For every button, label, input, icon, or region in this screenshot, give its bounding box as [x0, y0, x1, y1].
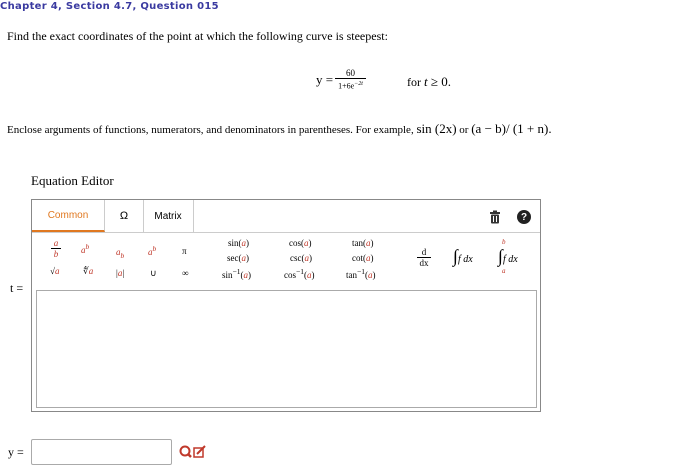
subscript-base: a	[116, 247, 121, 257]
tan-close: )	[370, 238, 374, 248]
def-integral-integrand: f dx	[502, 254, 518, 265]
editor-toolbar	[32, 200, 540, 233]
subscript-sub: b	[120, 250, 125, 260]
equation-editor	[31, 199, 541, 412]
sec-close: )	[246, 253, 249, 263]
subsup-exp: b	[152, 244, 157, 253]
t-answer-label: t =	[10, 281, 24, 295]
infinity-button[interactable]: ∞	[182, 268, 189, 278]
abs-arg: a	[117, 268, 123, 278]
power-button[interactable]	[81, 242, 89, 255]
atan-inv: −1	[357, 267, 365, 276]
abs-left: |	[116, 268, 118, 278]
tab-matrix[interactable]: Matrix	[143, 200, 194, 232]
fraction-bottom: b	[51, 248, 61, 259]
tab-common[interactable]: Common	[32, 200, 105, 232]
subscript-button[interactable]	[116, 247, 124, 260]
cot-label: cot(	[352, 253, 366, 263]
asin-label: sin	[222, 270, 233, 280]
preview-edit-icon[interactable]	[179, 444, 207, 460]
y-answer-input[interactable]	[31, 439, 172, 465]
sec-arg: a	[241, 253, 246, 263]
chapter-heading: Chapter 4, Section 4.7, Question 015	[0, 1, 219, 12]
example-fraction: (a − b)/ (1 + n).	[471, 121, 552, 136]
instructions	[7, 121, 552, 137]
equation-fraction	[335, 68, 366, 92]
tan-arg: a	[366, 238, 371, 248]
help-icon[interactable]: ?	[517, 210, 531, 224]
acos-arg: a	[306, 270, 312, 280]
sin-arg: a	[241, 238, 246, 248]
condition	[407, 74, 451, 90]
root-arg: a	[88, 266, 94, 276]
integral-sign: ∫	[453, 246, 458, 266]
acos-close: )	[311, 270, 315, 280]
derivative-button[interactable]	[417, 247, 431, 268]
csc-arg: a	[304, 253, 309, 263]
denominator-exponent: −2t	[354, 81, 363, 87]
arcsin-button[interactable]: $\sin^{-1}(a)$	[222, 267, 251, 280]
csc-close: )	[309, 253, 312, 263]
tan-label: tan(	[352, 238, 366, 248]
sqrt-button[interactable]: √a	[50, 266, 60, 276]
equation-numerator: 60	[345, 68, 355, 78]
abs-button[interactable]	[116, 268, 124, 278]
equation-editor-title: Equation Editor	[31, 173, 114, 188]
trash-icon[interactable]	[488, 210, 502, 224]
sec-label: sec(	[227, 253, 242, 263]
def-integral-upper: b	[502, 238, 506, 246]
power-base: a	[81, 245, 86, 255]
cot-button[interactable]	[352, 253, 374, 263]
cot-close: )	[370, 253, 374, 263]
def-integral-lower: a	[502, 267, 506, 275]
atan-label: tan	[346, 270, 357, 280]
integral-integrand: f dx	[457, 254, 473, 265]
cos-button[interactable]	[289, 238, 312, 248]
condition-rest: ≥ 0.	[427, 74, 452, 89]
derivative-bottom: dx	[417, 257, 431, 268]
sqrt-arg: a	[54, 266, 60, 276]
tan-button[interactable]	[352, 238, 374, 248]
sin-label: sin(	[228, 238, 242, 248]
arccos-button[interactable]: $\cos^{-1}(a)$	[284, 267, 315, 280]
y-answer-label: y =	[8, 445, 24, 459]
arctan-button[interactable]: $\tan^{-1}(a)$	[346, 267, 376, 280]
condition-var: t	[424, 74, 428, 89]
union-button[interactable]: ∪	[150, 268, 157, 278]
acos-label: cos	[284, 270, 296, 280]
sin-button[interactable]	[228, 238, 249, 248]
instructions-text: Enclose arguments of functions, numerators, and denominators in parentheses. For example,	[7, 124, 414, 136]
sin-close: )	[246, 238, 249, 248]
atan-arg: a	[367, 270, 373, 280]
sec-button[interactable]	[227, 253, 249, 263]
acos-inv: −1	[296, 267, 304, 276]
derivative-top: d	[421, 247, 427, 257]
csc-label: csc(	[290, 253, 305, 263]
example-or: or	[459, 124, 469, 136]
fraction-top: a	[53, 238, 59, 248]
equation-denominator	[335, 78, 366, 92]
power-exp: b	[85, 242, 90, 251]
pi-button[interactable]: π	[182, 246, 187, 256]
csc-button[interactable]	[290, 253, 312, 263]
tab-omega[interactable]: Ω	[105, 200, 144, 232]
cot-arg: a	[366, 253, 371, 263]
definite-integral-button[interactable]	[498, 238, 518, 275]
equation-lhs: y =	[316, 71, 334, 87]
def-integral-sign: ∫	[498, 246, 503, 266]
subsup-base: a	[148, 247, 153, 257]
atan-close: )	[372, 270, 376, 280]
equation-input-area[interactable]	[36, 290, 537, 408]
condition-prefix: for	[407, 75, 424, 89]
fraction-button[interactable]	[51, 238, 61, 259]
abs-right: |	[122, 268, 125, 278]
cos-label: cos(	[289, 238, 304, 248]
cos-arg: a	[304, 238, 309, 248]
sub-sup-button[interactable]	[148, 244, 156, 257]
cos-close: )	[308, 238, 312, 248]
equation	[316, 68, 366, 92]
asin-arg: a	[243, 270, 248, 280]
asin-inv: −1	[232, 267, 241, 276]
denominator-base: 1+6e	[338, 81, 355, 91]
nth-root-button[interactable]: ∜a	[83, 266, 94, 276]
question-prompt: Find the exact coordinates of the point at which the following curve is steepest:	[7, 29, 388, 43]
asin-close: )	[248, 270, 251, 280]
example-sin: sin (2x)	[416, 121, 457, 136]
integral-button[interactable]	[453, 246, 473, 267]
